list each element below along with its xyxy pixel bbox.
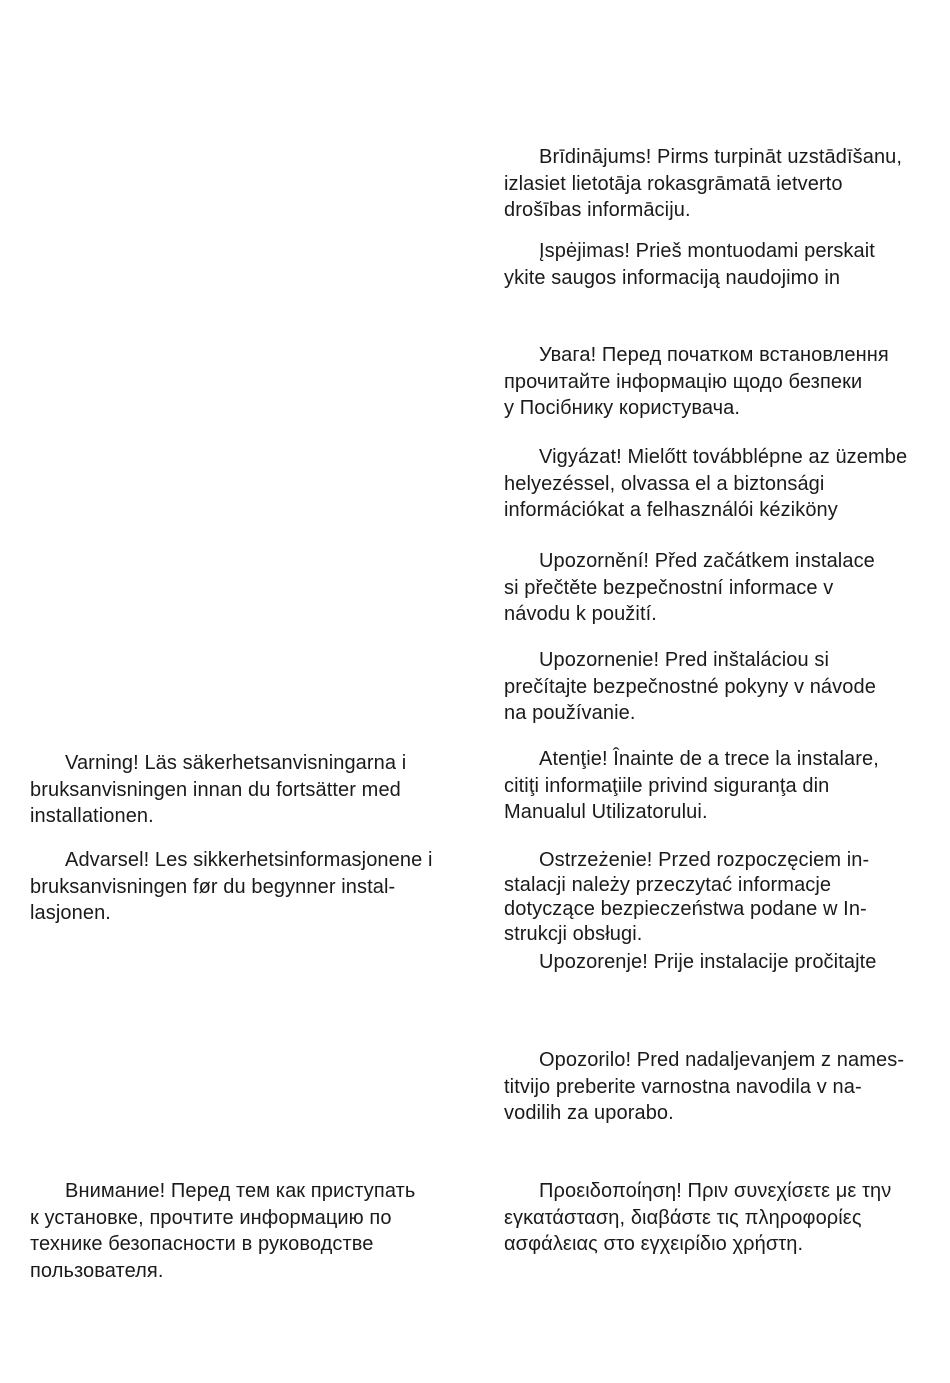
text-line: dotyczące bezpieczeństwa podane w In- (504, 898, 867, 920)
text-line: Vigyázat! Mielőtt továbblépne az üzembe (539, 446, 908, 468)
text-line: Προειδοποίηση! Πριν συνεχίσετε με την (539, 1180, 892, 1202)
text-line: Brīdinājums! Pirms turpināt uzstādīšanu, (539, 146, 903, 168)
text-line: izlasiet lietotāja rokasgrāmatā ietverto (504, 172, 843, 195)
text-line: ykite saugos informaciją naudojimo in (504, 266, 841, 289)
warning-swedish (30, 750, 470, 830)
text-line: návodu k použití. (504, 603, 657, 625)
text-line: strukcji obsługi. (504, 922, 643, 945)
warning-russian (30, 1178, 470, 1284)
text-line: Varning! Läs säkerhetsanvisningarna i (65, 752, 407, 774)
warning-romanian (504, 746, 944, 826)
text-line: vodilih za uporabo. (504, 1102, 674, 1124)
warning-norwegian (30, 847, 470, 927)
text-line: információkat a felhasználói kéziköny (504, 499, 838, 521)
warning-greek (504, 1178, 944, 1258)
text-line: технике безопасности в руководстве (30, 1233, 374, 1255)
text-line: drošības informāciju. (504, 199, 691, 221)
text-line: bruksanvisningen før du begynner instal- (30, 875, 396, 898)
warning-lithuanian (504, 238, 944, 291)
warning-latvian (504, 144, 944, 224)
warning-czech (504, 548, 944, 628)
text-line: Upozornění! Před začátkem instalace (539, 550, 875, 572)
text-line: Atenţie! Înainte de a trece la instalare, (539, 748, 879, 770)
warning-croatian (504, 949, 944, 976)
text-line: lasjonen. (30, 902, 111, 924)
text-line: Upozorenje! Prije instalacije pročitajte (539, 951, 877, 973)
text-line: пользователя. (30, 1259, 164, 1282)
text-line: к установке, прочтите информацию по (30, 1206, 392, 1229)
text-line: Ostrzeżenie! Przed rozpoczęciem in- (539, 849, 870, 871)
text-line: εγκατάσταση, διαβάστε τις πληροφορίες (504, 1206, 862, 1229)
text-line: Внимание! Перед тем как приступать (65, 1180, 416, 1202)
text-line: Upozornenie! Pred inštaláciou si (539, 649, 830, 671)
text-line: Увага! Перед початком встановлення (539, 344, 889, 366)
text-line: stalacji należy przeczytać informacje (504, 873, 832, 896)
text-line: Manualul Utilizatorului. (504, 801, 708, 823)
text-line: helyezéssel, olvassa el a biztonsági (504, 472, 825, 495)
text-line: installationen. (30, 805, 154, 827)
text-line: Advarsel! Les sikkerhetsinformasjonene i (65, 849, 433, 871)
warning-polish (504, 848, 944, 946)
text-line: citiţi informaţiile privind siguranţa din (504, 774, 830, 797)
warning-ukrainian (504, 342, 944, 422)
text-line: prečítajte bezpečnostné pokyny v návode (504, 675, 876, 698)
text-line: у Посібнику користувача. (504, 397, 741, 419)
text-line: na používanie. (504, 702, 636, 724)
text-line: прочитайте інформацію щодо безпеки (504, 370, 863, 393)
warning-hungarian (504, 444, 944, 524)
text-line: Įspėjimas! Prieš montuodami perskait (539, 240, 875, 262)
text-line: titvijo preberite varnostna navodila v na- (504, 1075, 862, 1098)
text-line: Opozorilo! Pred nadaljevanjem z names- (539, 1049, 905, 1071)
warning-slovenian (504, 1047, 944, 1127)
text-line: ασφάλειας στο εγχειρίδιο χρήστη. (504, 1233, 804, 1255)
warning-slovak (504, 647, 944, 727)
text-line: si přečtěte bezpečnostní informace v (504, 576, 834, 599)
text-line: bruksanvisningen innan du fortsätter med (30, 778, 401, 801)
